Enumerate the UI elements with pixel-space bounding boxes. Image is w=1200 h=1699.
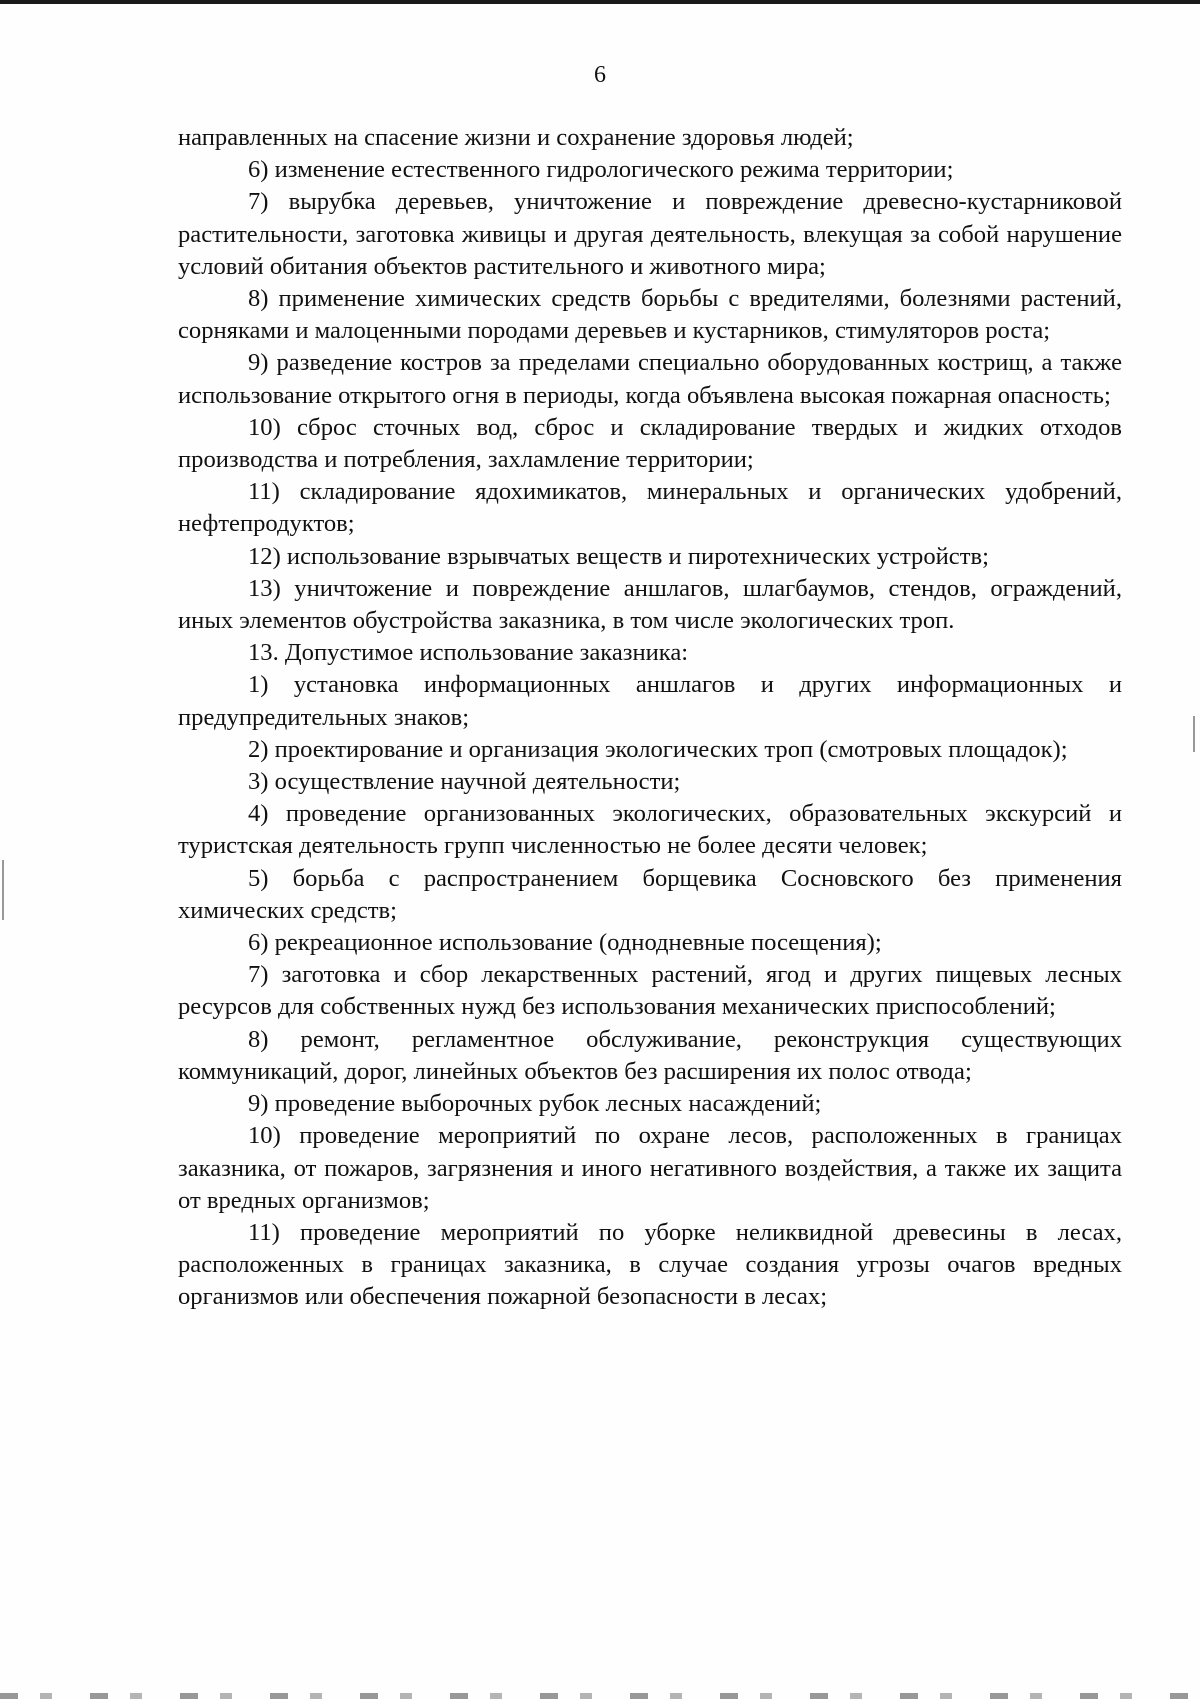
section-heading: 13. Допустимое использование заказника:: [248, 639, 689, 667]
scan-edge-mark: [1193, 716, 1195, 752]
scan-bottom-artifact: [0, 1693, 1200, 1699]
list-item: 11) складирование ядохимикатов, минеральных и органических удобрений, нефтепродуктов;: [178, 478, 1122, 538]
list-item: 6) изменение естественного гидрологического режима территории;: [248, 156, 954, 184]
list-item: 8) ремонт, регламентное обслуживание, реконструкция существующих коммуникаций, дорог, линейных объектов без расширения их полос отвода;: [178, 1025, 1122, 1085]
list-item: 10) проведение мероприятий по охране лесов, расположенных в границах заказника, от пожаров, загрязнения и иного негативного воздействия, а также их защита от вредных организмов;: [178, 1122, 1122, 1214]
page-number: 6: [594, 62, 606, 88]
list-item: 1) установка информационных аншлагов и других информационных и предупредительных знаков;: [178, 671, 1122, 731]
list-item: 10) сброс сточных вод, сброс и складирование твердых и жидких отходов производства и потребления, захламление территории;: [178, 413, 1122, 474]
list-item: 6) рекреационное использование (однодневные посещения);: [248, 929, 882, 957]
list-item: 11) проведение мероприятий по уборке неликвидной древесины в лесах, расположенных в границах заказника, в случае создания угрозы очагов вредных организмов или обеспечения пожарной безопасности в лесах;: [178, 1218, 1122, 1311]
paragraph-continuation: направленных на спасение жизни и сохранение здоровья людей;: [178, 124, 854, 151]
list-item: 4) проведение организованных экологических, образовательных экскурсий и туристская деятельность групп численностью не более десяти человек;: [178, 800, 1122, 860]
list-item: 8) применение химических средств борьбы с вредителями, болезнями растений, сорняками и малоценными породами деревьев и кустарников, стимуляторов роста;: [178, 285, 1122, 345]
list-item: 13) уничтожение и повреждение аншлагов, шлагбаумов, стендов, ограждений, иных элементов обустройства заказника, в том числе экологических троп.: [178, 574, 1122, 635]
list-item: 7) вырубка деревьев, уничтожение и повреждение древесно-кустарниковой растительности, заготовка живицы и другая деятельность, влекущая за собой нарушение условий обитания объектов растительного и животного мира;: [178, 188, 1122, 280]
list-item: 9) проведение выборочных рубок лесных насаждений;: [248, 1090, 822, 1118]
top-border-line: [0, 0, 1200, 4]
document-body: [178, 122, 1122, 1314]
list-item: 7) заготовка и сбор лекарственных растений, ягод и других пищевых лесных ресурсов для собственных нужд без использования механических приспособлений;: [178, 961, 1122, 1021]
list-item: 9) разведение костров за пределами специально оборудованных кострищ, а также использование открытого огня в периоды, когда объявлена высокая пожарная опасность;: [178, 349, 1122, 409]
list-item: 3) осуществление научной деятельности;: [248, 768, 681, 796]
scan-edge-mark: [2, 860, 4, 920]
list-item: 12) использование взрывчатых веществ и пиротехнических устройств;: [248, 542, 989, 570]
list-item: 2) проектирование и организация экологических троп (смотровых площадок);: [248, 735, 1068, 763]
list-item: 5) борьба с распространением борщевика Сосновского без применения химических средств;: [178, 864, 1122, 924]
